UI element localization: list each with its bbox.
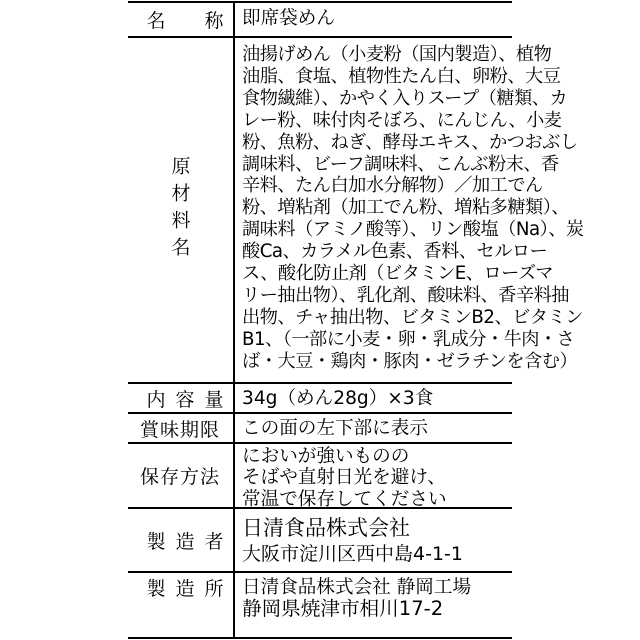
factory-name: 日清食品株式会社 静岡工場 [242, 577, 472, 598]
ingredients-line: レー粉、味付肉そぼろ、にんじん、小麦 [242, 109, 562, 131]
ingredients-line: 調味料（アミノ酸等）、リン酸塩（Na）、炭 [242, 219, 584, 241]
ingredients-line: 出物、チャ抽出物、ビタミンB2、ビタミン [242, 306, 583, 328]
ingredients-line: リー抽出物）、乳化剤、酸味料、香辛料抽 [242, 284, 569, 306]
food-label-table [128, 0, 584, 640]
value-manufacturer [242, 514, 508, 566]
label-ingredients: 原材料名 [168, 156, 191, 264]
storage-line: においが強いものの [242, 446, 410, 467]
value-best-before: この面の左下部に表示 [242, 418, 428, 439]
rule-bottom [128, 637, 512, 639]
label-name: 名 称 [146, 10, 234, 32]
label-content: 内容量 [146, 388, 234, 411]
manufacturer-address: 大阪市淀川区西中島4-1-1 [242, 543, 463, 565]
ingredients-line: 油揚げめん（小麦粉（国内製造）、植物 [242, 44, 552, 65]
ingredients-line: 酸Ca、カラメル色素、香料、セルロー [242, 241, 548, 263]
value-ingredients [242, 44, 584, 373]
ingredients-line: 食物繊維）、かやく入りスープ（糖類、カ [242, 87, 568, 109]
manufacturer-name: 日清食品株式会社 [242, 516, 410, 540]
ingredients-line: ば・大豆・鶏肉・豚肉・ゼラチンを含む） [242, 350, 578, 372]
factory-address: 静岡県焼津市相川17-2 [242, 597, 444, 621]
value-content: 34g（めん28g）×3食 [242, 388, 434, 409]
ingredients-line: 油脂、食塩、植物性たん白、卵粉、大豆 [242, 65, 561, 87]
ingredients-line: ス、酸化防止剤（ビタミンE、ローズマ [242, 263, 553, 285]
value-storage [242, 446, 508, 510]
ingredients-line: 調味料、ビーフ調味料、こんぶ粉末、香 [242, 153, 559, 175]
storage-line: そばや直射日光を避け、 [242, 467, 446, 489]
storage-line: 常温で保存してください [242, 488, 447, 510]
label-factory: 製造所 [146, 577, 234, 600]
value-name: 即席袋めん [242, 8, 335, 29]
ingredients-line: 粉、魚粉、ねぎ、酵母エキス、かつおぶし [242, 131, 578, 153]
label-best-before: 賞味期限 [139, 418, 220, 441]
ingredients-line: 辛料、たん白加水分解物）／加工でん [242, 175, 543, 197]
label-manufacturer: 製造者 [146, 530, 234, 553]
ingredients-line: 粉、増粘剤（加工でん粉、増粘多糖類）、 [242, 197, 569, 219]
value-factory [242, 577, 508, 620]
label-ingredients-cell [128, 38, 232, 382]
ingredients-line: B1、（一部に小麦・卵・乳成分・牛肉・さ [242, 328, 575, 350]
label-storage: 保存方法 [139, 466, 220, 488]
